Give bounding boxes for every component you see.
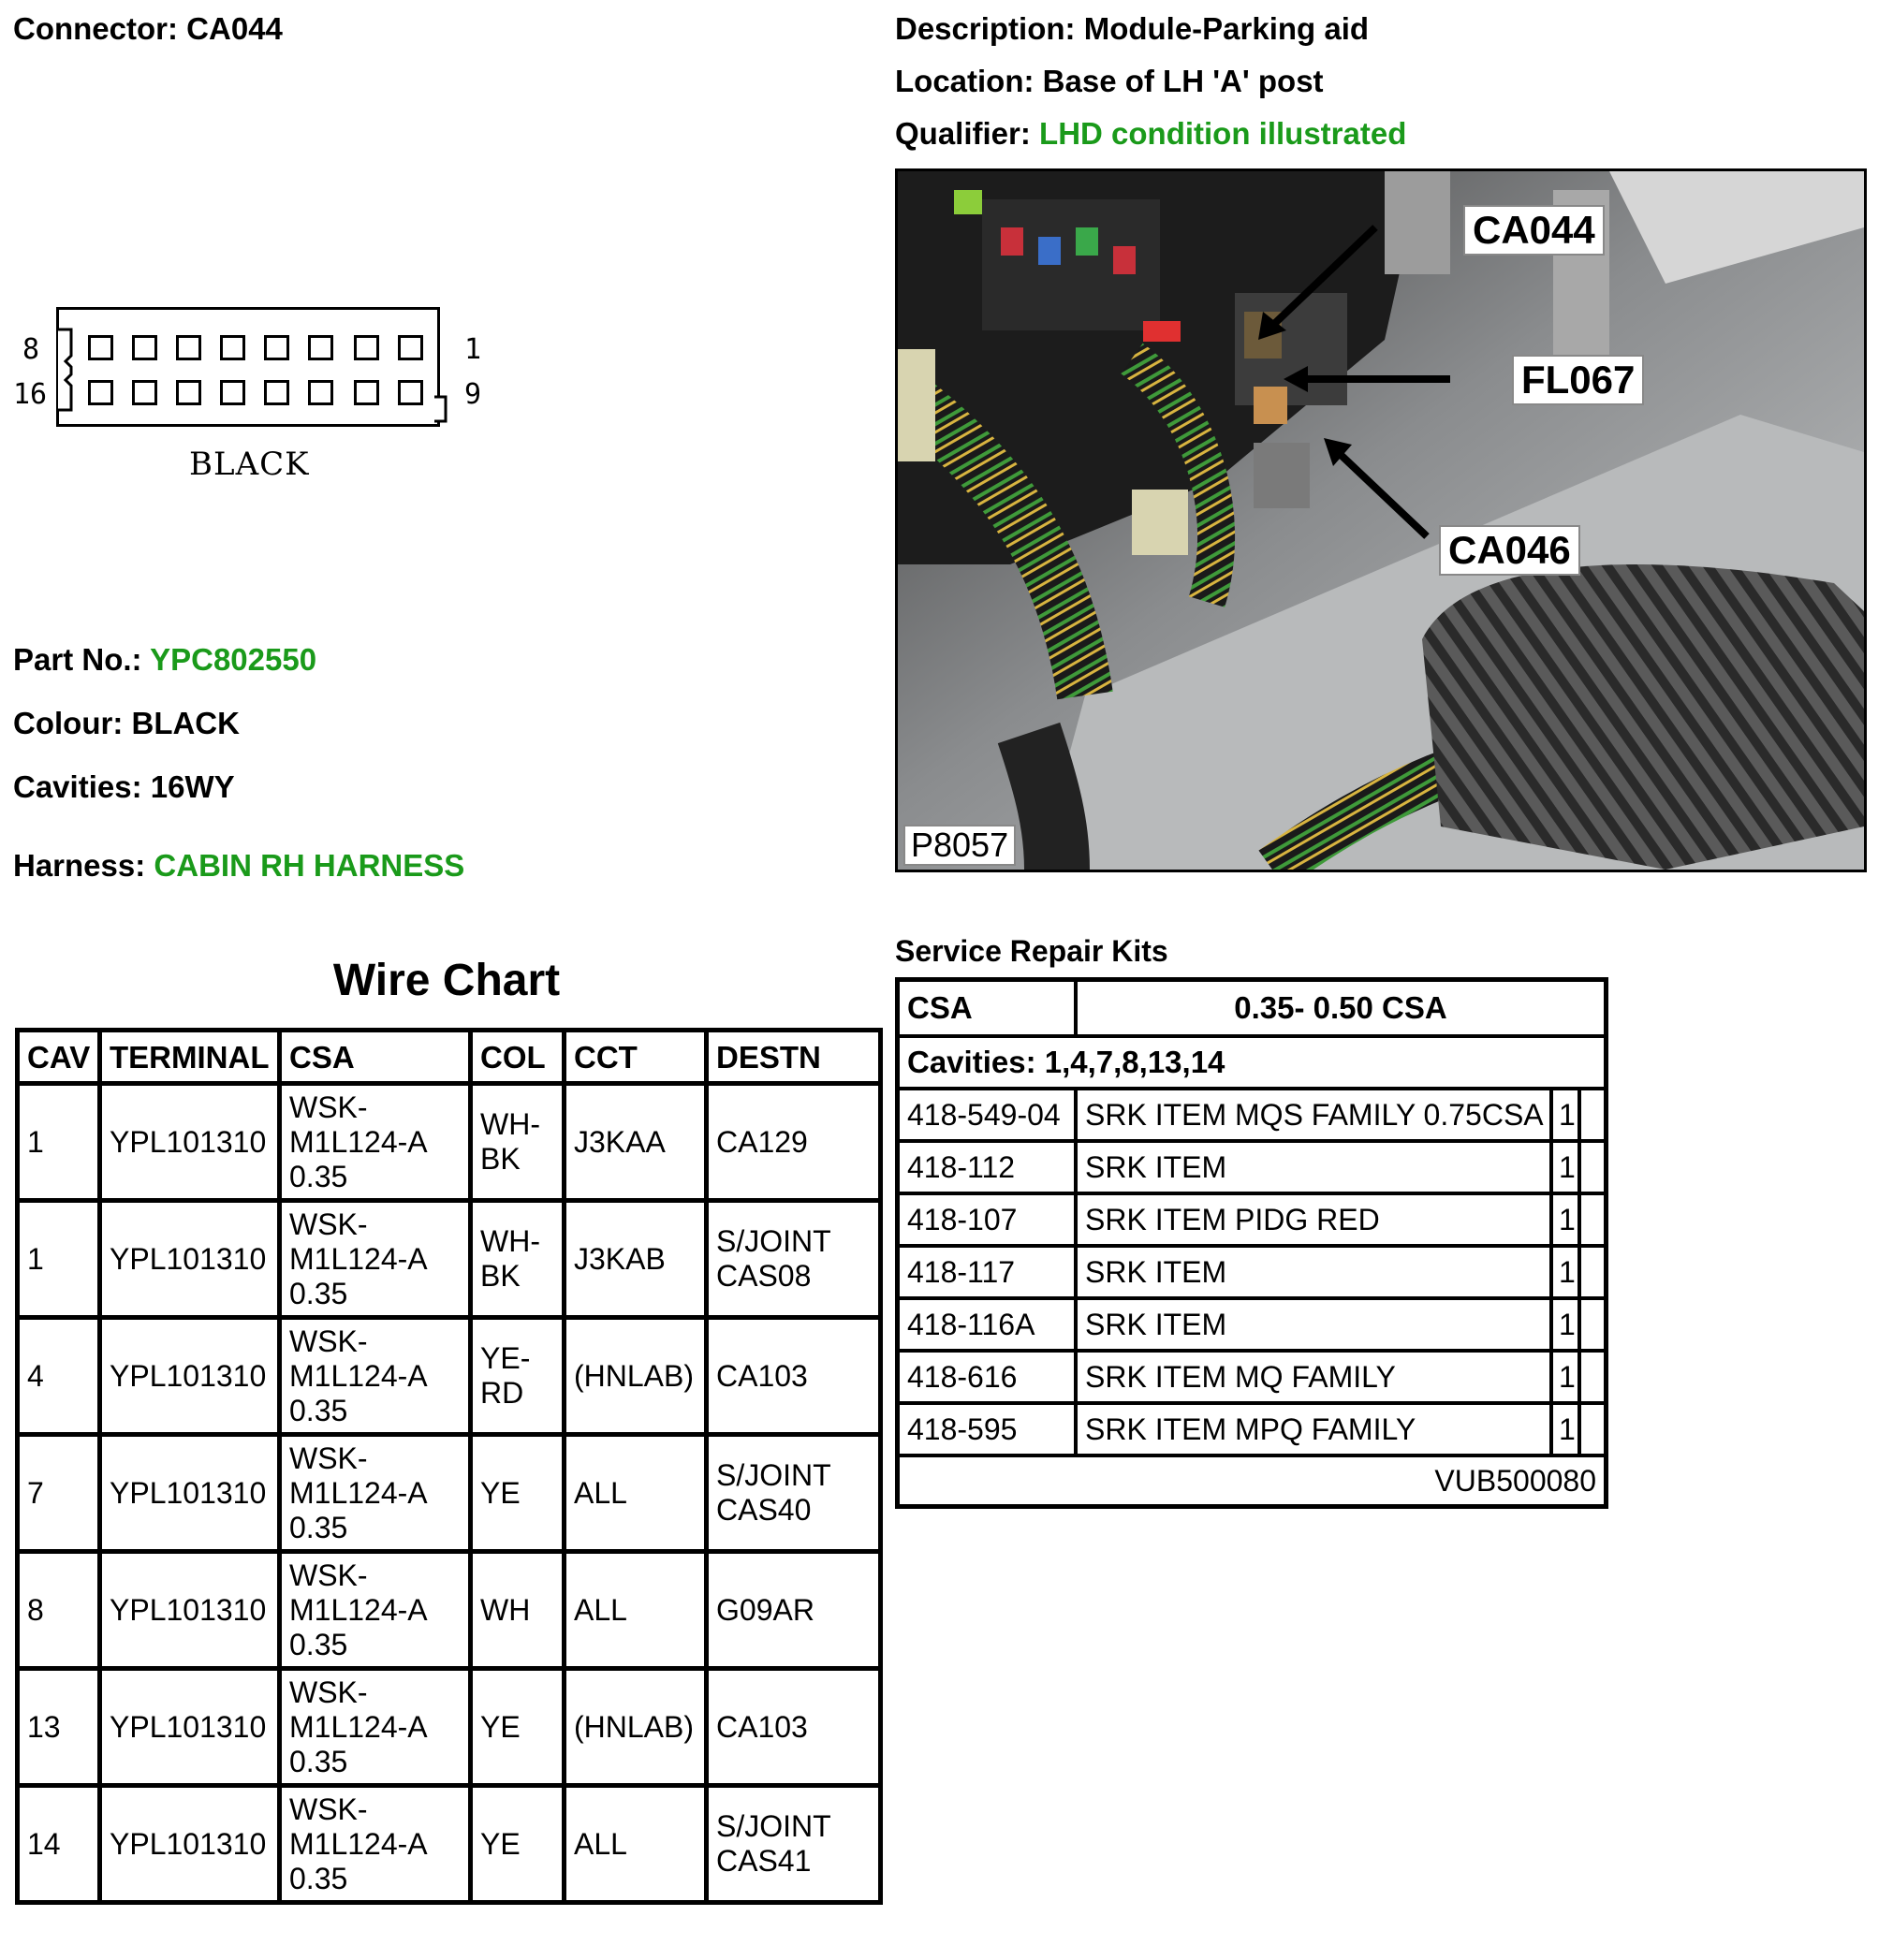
srk-table — [895, 977, 1608, 1509]
srk-item-qty: 1 — [1553, 1090, 1581, 1139]
srk-item-qty: 1 — [1553, 1300, 1581, 1349]
pin-number-top-right: 1 — [464, 333, 482, 366]
wire-cell-col-line: WH- — [480, 1224, 540, 1258]
connector-cavity — [132, 380, 157, 405]
wire-cell-destn-line: CA103 — [716, 1358, 808, 1393]
wire-cell-csa-line: 0.35 — [289, 1159, 348, 1193]
srk-item-qty: 1 — [1553, 1195, 1581, 1244]
wire-cell-csa-line: 0.35 — [289, 1276, 348, 1310]
srk-item-spacer — [1581, 1143, 1604, 1192]
description-value: Module-Parking aid — [1083, 11, 1370, 46]
wire-cell-col-line: WH- — [480, 1107, 540, 1141]
srk-footer-row — [900, 1454, 1604, 1504]
wire-cell-destn-line: S/JOINT — [716, 1458, 831, 1492]
cavities-label: Cavities: — [13, 769, 142, 804]
harness-value: CABIN RH HARNESS — [154, 848, 465, 883]
wire-cell-cav: 7 — [18, 1435, 100, 1552]
srk-item-spacer — [1581, 1353, 1604, 1401]
srk-item-desc: SRK ITEM PIDG RED — [1078, 1195, 1553, 1244]
srk-cavities-row — [900, 1034, 1604, 1087]
wire-cell-csa — [280, 1552, 471, 1669]
harness-line — [13, 848, 464, 884]
wire-cell-col — [471, 1786, 565, 1903]
col-header-csa: CSA — [280, 1031, 471, 1084]
photo-callout-1: CA044 — [1463, 205, 1605, 256]
wire-cell-col-line: YE- — [480, 1341, 531, 1375]
srk-item-code: 418-595 — [900, 1405, 1078, 1454]
srk-item-desc: SRK ITEM — [1078, 1248, 1553, 1296]
connector-color-label: BLACK — [189, 446, 310, 483]
col-header-cav: CAV — [18, 1031, 100, 1084]
wire-cell-destn — [707, 1669, 881, 1786]
wire-cell-csa — [280, 1201, 471, 1318]
wire-cell-cav: 1 — [18, 1084, 100, 1201]
wire-cell-csa-line: WSK- — [289, 1207, 368, 1241]
wire-cell-destn — [707, 1552, 881, 1669]
wire-cell-cct: J3KAB — [565, 1201, 707, 1318]
qualifier-label: Qualifier: — [895, 116, 1031, 151]
wire-chart-row — [18, 1552, 881, 1669]
wire-cell-col-line: BK — [480, 1259, 521, 1293]
srk-item-qty: 1 — [1553, 1405, 1581, 1454]
wire-cell-col — [471, 1435, 565, 1552]
pin-number-bottom-right: 9 — [464, 378, 482, 411]
srk-item-row — [900, 1139, 1604, 1192]
srk-item-spacer — [1581, 1195, 1604, 1244]
srk-item-desc: SRK ITEM MQ FAMILY — [1078, 1353, 1553, 1401]
col-header-destn: DESTN — [707, 1031, 881, 1084]
wire-cell-cav: 4 — [18, 1318, 100, 1435]
qualifier-value: LHD condition illustrated — [1039, 116, 1407, 151]
wire-cell-csa — [280, 1786, 471, 1903]
cavities-line — [13, 769, 235, 805]
wire-cell-cav: 8 — [18, 1552, 100, 1669]
wire-cell-destn-line: CAS08 — [716, 1259, 812, 1293]
wire-cell-csa-line: WSK- — [289, 1324, 368, 1358]
wire-cell-csa-line: WSK- — [289, 1792, 368, 1826]
wire-cell-col-line: RD — [480, 1376, 524, 1410]
wire-cell-cct: J3KAA — [565, 1084, 707, 1201]
colour-value: BLACK — [131, 706, 240, 740]
wire-chart-row — [18, 1435, 881, 1552]
srk-item-code: 418-616 — [900, 1353, 1078, 1401]
wire-cell-cct: ALL — [565, 1552, 707, 1669]
wire-cell-csa-line: M1L124-A — [289, 1592, 428, 1627]
wire-cell-csa-line: M1L124-A — [289, 1709, 428, 1744]
wire-chart-body — [18, 1084, 881, 1903]
srk-title: Service Repair Kits — [895, 934, 1168, 968]
wire-cell-csa — [280, 1318, 471, 1435]
srk-header-csa: CSA — [900, 982, 1078, 1034]
wire-cell-terminal: YPL101310 — [100, 1552, 280, 1669]
srk-item-desc: SRK ITEM — [1078, 1300, 1553, 1349]
srk-header-row — [900, 982, 1604, 1034]
srk-item-code: 418-112 — [900, 1143, 1078, 1192]
wire-chart-row — [18, 1318, 881, 1435]
wire-cell-cav: 1 — [18, 1201, 100, 1318]
srk-item-code: 418-116A — [900, 1300, 1078, 1349]
photo-illustration — [898, 171, 1864, 870]
location-label: Location: — [895, 64, 1035, 98]
wire-cell-destn-line: S/JOINT — [716, 1224, 831, 1258]
connector-cavity — [220, 335, 245, 360]
wire-cell-csa — [280, 1669, 471, 1786]
wire-cell-col-line: YE — [480, 1709, 521, 1744]
connector-cavity — [264, 335, 289, 360]
wire-cell-csa-line: M1L124-A — [289, 1475, 428, 1510]
wire-cell-csa-line: WSK- — [289, 1558, 368, 1592]
wire-cell-col-line: YE — [480, 1475, 521, 1510]
wire-cell-destn-line: S/JOINT — [716, 1809, 831, 1843]
wire-cell-csa-line: 0.35 — [289, 1861, 348, 1895]
connector-cavity — [398, 380, 423, 405]
harness-label: Harness: — [13, 848, 146, 883]
wire-chart-row — [18, 1669, 881, 1786]
srk-item-spacer — [1581, 1300, 1604, 1349]
wire-chart-title: Wire Chart — [332, 956, 561, 1005]
photo-id-label: P8057 — [903, 825, 1016, 866]
wire-cell-cct: ALL — [565, 1786, 707, 1903]
wire-cell-cct: (HNLAB) — [565, 1669, 707, 1786]
srk-cavities: Cavities: 1,4,7,8,13,14 — [907, 1045, 1225, 1079]
photo-callout-2: FL067 — [1512, 355, 1644, 405]
srk-item-qty: 1 — [1553, 1248, 1581, 1296]
wire-cell-csa-line: WSK- — [289, 1441, 368, 1475]
wire-cell-csa — [280, 1435, 471, 1552]
wire-cell-csa-line: 0.35 — [289, 1627, 348, 1661]
wire-chart-row — [18, 1786, 881, 1903]
wire-cell-terminal: YPL101310 — [100, 1084, 280, 1201]
part-no-line — [13, 642, 316, 678]
connector-cavity — [176, 335, 201, 360]
connector-line — [13, 11, 283, 47]
wire-cell-col — [471, 1669, 565, 1786]
wire-cell-terminal: YPL101310 — [100, 1435, 280, 1552]
cavities-value: 16WY — [150, 769, 235, 804]
wire-cell-destn-line: G09AR — [716, 1592, 814, 1627]
srk-item-row — [900, 1244, 1604, 1296]
wire-chart-row — [18, 1084, 881, 1201]
wire-chart-header-row — [18, 1031, 881, 1084]
wire-cell-terminal: YPL101310 — [100, 1318, 280, 1435]
wire-cell-col — [471, 1552, 565, 1669]
connector-cavity — [354, 380, 379, 405]
description-line — [895, 11, 1369, 47]
srk-item-row — [900, 1192, 1604, 1244]
srk-item-row — [900, 1401, 1604, 1454]
wire-cell-destn — [707, 1318, 881, 1435]
wire-cell-col-line: YE — [480, 1826, 521, 1861]
connector-cavity — [88, 380, 113, 405]
wire-cell-csa-line: M1L124-A — [289, 1124, 428, 1159]
col-header-col: COL — [471, 1031, 565, 1084]
wire-cell-destn-line: CAS40 — [716, 1493, 812, 1527]
pin-number-bottom-left: 16 — [13, 378, 48, 411]
connector-cavity — [308, 380, 333, 405]
srk-item-spacer — [1581, 1090, 1604, 1139]
connector-cavity — [264, 380, 289, 405]
part-no-label: Part No.: — [13, 642, 142, 677]
colour-line — [13, 706, 240, 741]
wire-cell-destn-line: CAS41 — [716, 1844, 812, 1878]
connector-cavity — [398, 335, 423, 360]
wire-cell-cct: (HNLAB) — [565, 1318, 707, 1435]
srk-item-row — [900, 1087, 1604, 1139]
wire-cell-destn-line: CA129 — [716, 1124, 808, 1159]
srk-item-spacer — [1581, 1248, 1604, 1296]
wire-cell-csa-line: WSK- — [289, 1090, 368, 1124]
wire-cell-cav: 13 — [18, 1669, 100, 1786]
srk-item-qty: 1 — [1553, 1353, 1581, 1401]
wire-cell-col-line: BK — [480, 1142, 521, 1176]
wire-cell-terminal: YPL101310 — [100, 1201, 280, 1318]
srk-item-row — [900, 1296, 1604, 1349]
wire-cell-csa-line: M1L124-A — [289, 1358, 428, 1393]
srk-item-desc: SRK ITEM — [1078, 1143, 1553, 1192]
connector-cavity — [88, 335, 113, 360]
wire-cell-csa-line: WSK- — [289, 1675, 368, 1709]
wire-cell-destn — [707, 1435, 881, 1552]
srk-header-range: 0.35- 0.50 CSA — [1234, 990, 1447, 1025]
wire-cell-csa — [280, 1084, 471, 1201]
wire-cell-destn — [707, 1786, 881, 1903]
qualifier-line — [895, 116, 1406, 152]
srk-item-code: 418-549-04 — [900, 1090, 1078, 1139]
connector-left-notch — [52, 318, 81, 421]
wire-cell-csa-line: M1L124-A — [289, 1241, 428, 1276]
wire-cell-destn — [707, 1084, 881, 1201]
wire-cell-destn — [707, 1201, 881, 1318]
wire-cell-destn-line: CA103 — [716, 1709, 808, 1744]
connector-cavity — [132, 335, 157, 360]
wire-cell-terminal: YPL101310 — [100, 1786, 280, 1903]
connector-label: Connector: — [13, 11, 178, 46]
wire-cell-csa-line: 0.35 — [289, 1393, 348, 1427]
photo-callout-3: CA046 — [1439, 525, 1580, 576]
srk-footer: VUB500080 — [1434, 1463, 1596, 1498]
description-label: Description: — [895, 11, 1076, 46]
wire-chart-table — [15, 1028, 883, 1905]
wire-cell-col — [471, 1318, 565, 1435]
connector-body — [56, 307, 440, 427]
part-no-value: YPC802550 — [150, 642, 317, 677]
srk-item-desc: SRK ITEM MQS FAMILY 0.75CSA — [1078, 1090, 1553, 1139]
colour-label: Colour: — [13, 706, 124, 740]
wire-chart-row — [18, 1201, 881, 1318]
wire-cell-col — [471, 1084, 565, 1201]
location-value: Base of LH 'A' post — [1042, 64, 1324, 98]
col-header-cct: CCT — [565, 1031, 707, 1084]
srk-item-qty: 1 — [1553, 1143, 1581, 1192]
srk-items — [900, 1087, 1604, 1454]
wire-cell-csa-line: 0.35 — [289, 1744, 348, 1778]
pin-number-top-left: 8 — [22, 333, 40, 366]
col-header-terminal: TERMINAL — [100, 1031, 280, 1084]
connector-cavity — [354, 335, 379, 360]
wire-cell-cct: ALL — [565, 1435, 707, 1552]
srk-item-spacer — [1581, 1405, 1604, 1454]
srk-item-code: 418-117 — [900, 1248, 1078, 1296]
wire-cell-terminal: YPL101310 — [100, 1669, 280, 1786]
wire-cell-csa-line: M1L124-A — [289, 1826, 428, 1861]
location-photo — [895, 168, 1867, 872]
wire-cell-col-line: WH — [480, 1592, 531, 1627]
srk-item-desc: SRK ITEM MPQ FAMILY — [1078, 1405, 1553, 1454]
connector-cavity — [176, 380, 201, 405]
location-line — [895, 64, 1324, 99]
wire-cell-cav: 14 — [18, 1786, 100, 1903]
connector-cavity — [308, 335, 333, 360]
wire-cell-csa-line: 0.35 — [289, 1510, 348, 1544]
connector-right-latch — [433, 393, 455, 431]
srk-item-code: 418-107 — [900, 1195, 1078, 1244]
connector-value: CA044 — [186, 11, 283, 46]
wire-cell-col — [471, 1201, 565, 1318]
connector-cavity — [220, 380, 245, 405]
srk-item-row — [900, 1349, 1604, 1401]
